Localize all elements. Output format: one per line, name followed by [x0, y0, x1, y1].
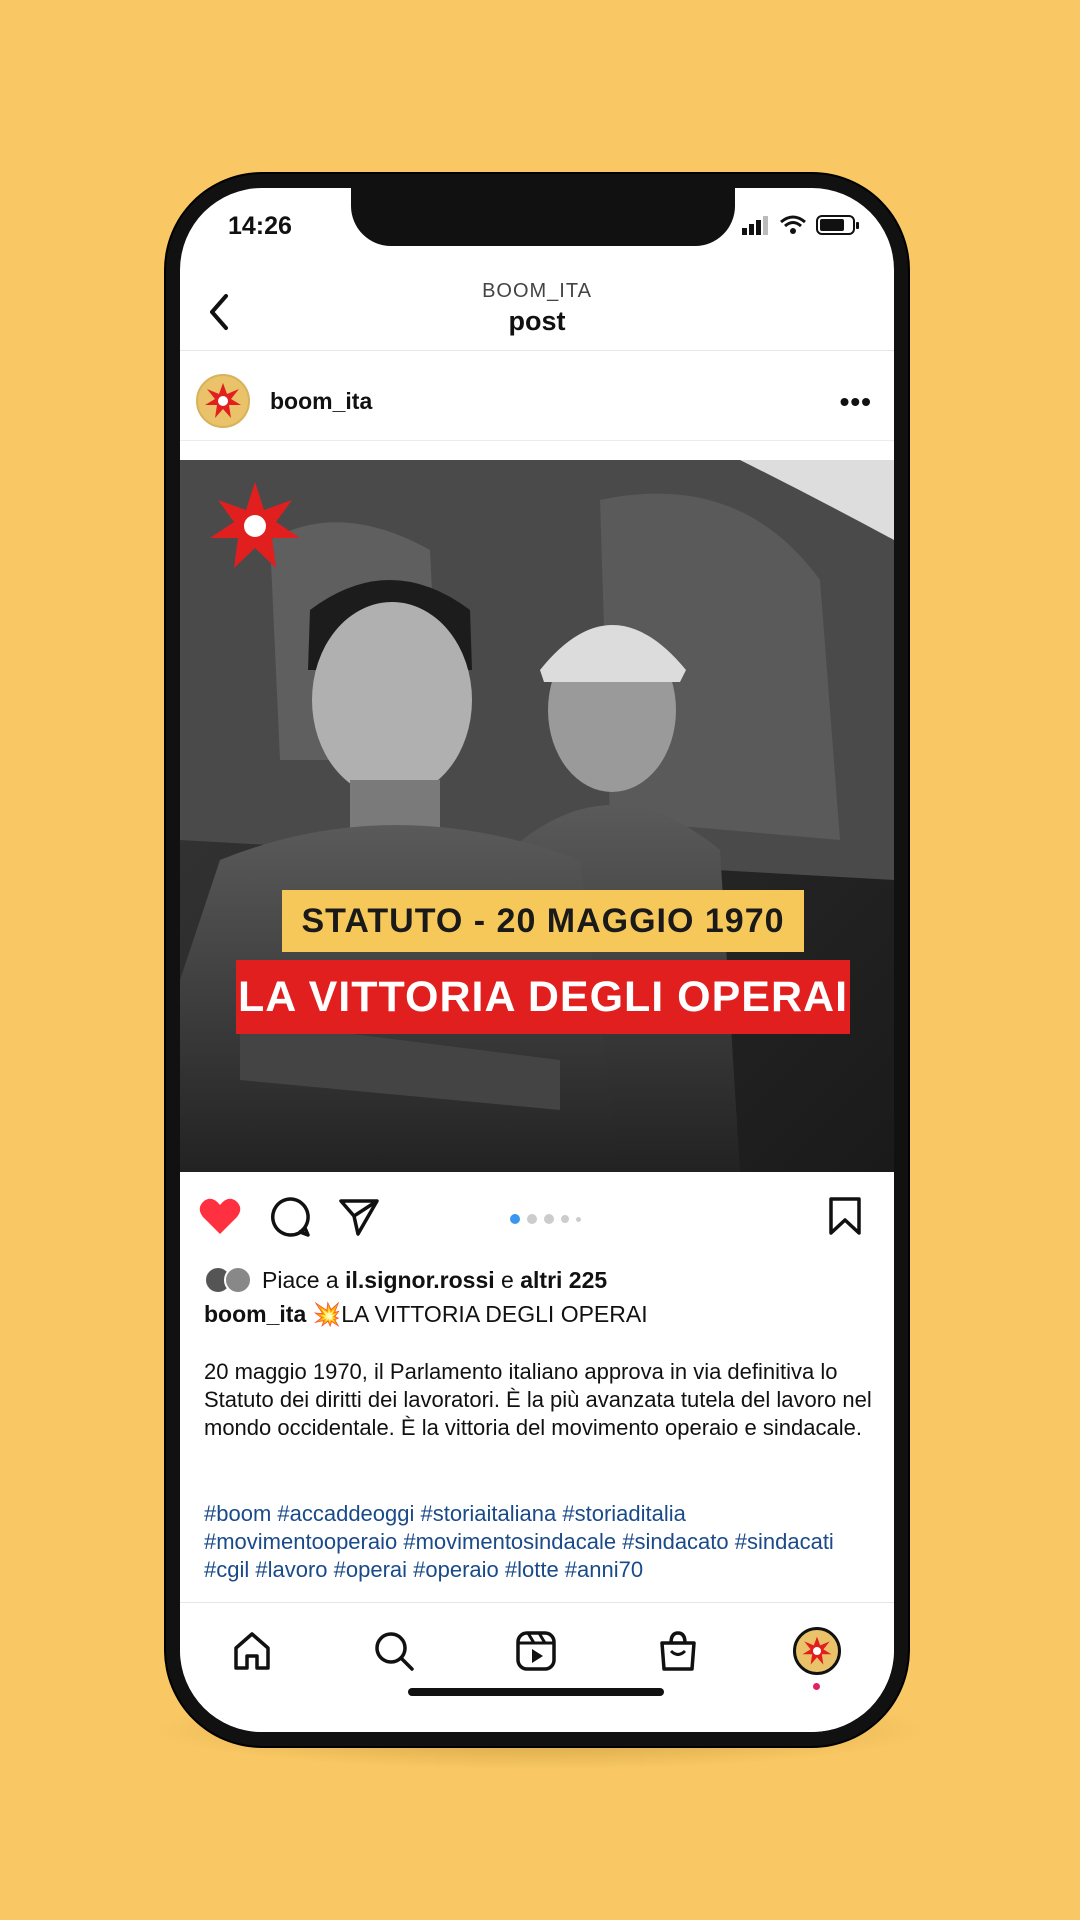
home-indicator[interactable] — [408, 1688, 664, 1696]
post-photo-illustration — [180, 460, 894, 1172]
caption-hashtags[interactable]: #boom #accaddeoggi #storiaitaliana #storiaditalia #movimentooperaio #movimentosindacale #sindacato #sindacati #cgil #lavoro #operai #operaio #lotte #anni70 — [204, 1501, 834, 1582]
heart-icon — [198, 1196, 242, 1236]
post-image[interactable] — [180, 460, 894, 1172]
reels-icon — [514, 1629, 558, 1673]
signal-icon — [742, 215, 770, 235]
phone-frame — [166, 174, 908, 1746]
header-account: BOOM_ITA — [482, 280, 592, 302]
tab-reels[interactable] — [506, 1621, 566, 1681]
image-headline: LA VITTORIA DEGLI OPERAI — [236, 960, 850, 1034]
carousel-indicator — [510, 1214, 581, 1224]
caption-body: 20 maggio 1970, il Parlamento italiano approva in via definitiva lo Statuto dei diritti dei lavoratori. È la più avanzata tutela del lavoro nel mondo occidentale. È la vittoria del movimento operaio e sindacale. — [204, 1359, 872, 1440]
tab-shop[interactable] — [648, 1621, 708, 1681]
home-icon — [230, 1629, 274, 1673]
likes-others[interactable]: altri 225 — [520, 1266, 608, 1293]
liker-avatar — [224, 1266, 252, 1294]
carousel-dot — [576, 1217, 581, 1222]
image-subtitle: STATUTO - 20 MAGGIO 1970 — [282, 890, 804, 952]
avatar[interactable] — [196, 374, 250, 428]
bottom-tab-bar — [180, 1602, 894, 1732]
battery-icon — [816, 214, 860, 236]
post-username[interactable]: boom_ita — [270, 388, 373, 414]
tab-profile[interactable] — [787, 1621, 847, 1681]
post-header — [180, 366, 894, 441]
carousel-dot — [527, 1214, 537, 1224]
tab-search[interactable] — [364, 1621, 424, 1681]
page-header — [180, 272, 894, 351]
carousel-dot — [510, 1214, 520, 1224]
profile-avatar — [793, 1627, 841, 1675]
notification-dot — [813, 1683, 820, 1690]
more-options-button[interactable]: ••• — [839, 386, 872, 417]
likes-user[interactable]: il.signor.rossi — [345, 1266, 495, 1293]
caption-title-line — [204, 1300, 874, 1328]
likes-prefix: Piace a — [262, 1266, 339, 1293]
caption-title: LA VITTORIA DEGLI OPERAI — [341, 1301, 648, 1327]
bookmark-icon — [828, 1196, 862, 1236]
carousel-dot — [561, 1215, 569, 1223]
boom-logo-icon — [203, 381, 243, 421]
status-time: 14:26 — [228, 212, 292, 240]
post-actions — [180, 1186, 894, 1250]
save-button[interactable] — [828, 1196, 862, 1241]
comment-icon — [270, 1196, 312, 1238]
page-title: post — [508, 306, 566, 336]
send-icon — [338, 1196, 380, 1238]
comment-button[interactable] — [270, 1196, 312, 1243]
tab-home[interactable] — [222, 1621, 282, 1681]
notch — [351, 188, 735, 246]
share-button[interactable] — [338, 1196, 380, 1243]
status-icons — [742, 214, 860, 236]
phone-screen — [180, 188, 894, 1732]
likes-joiner: e — [501, 1266, 514, 1293]
wifi-icon — [780, 215, 806, 235]
boom-logo-icon — [801, 1635, 833, 1667]
search-icon — [372, 1629, 416, 1673]
carousel-dot — [544, 1214, 554, 1224]
shop-icon — [656, 1629, 700, 1673]
explosion-emoji: 💥 — [312, 1301, 342, 1327]
like-button[interactable] — [198, 1196, 242, 1241]
caption-username[interactable]: boom_ita — [204, 1301, 307, 1327]
likes-row[interactable] — [204, 1260, 607, 1300]
